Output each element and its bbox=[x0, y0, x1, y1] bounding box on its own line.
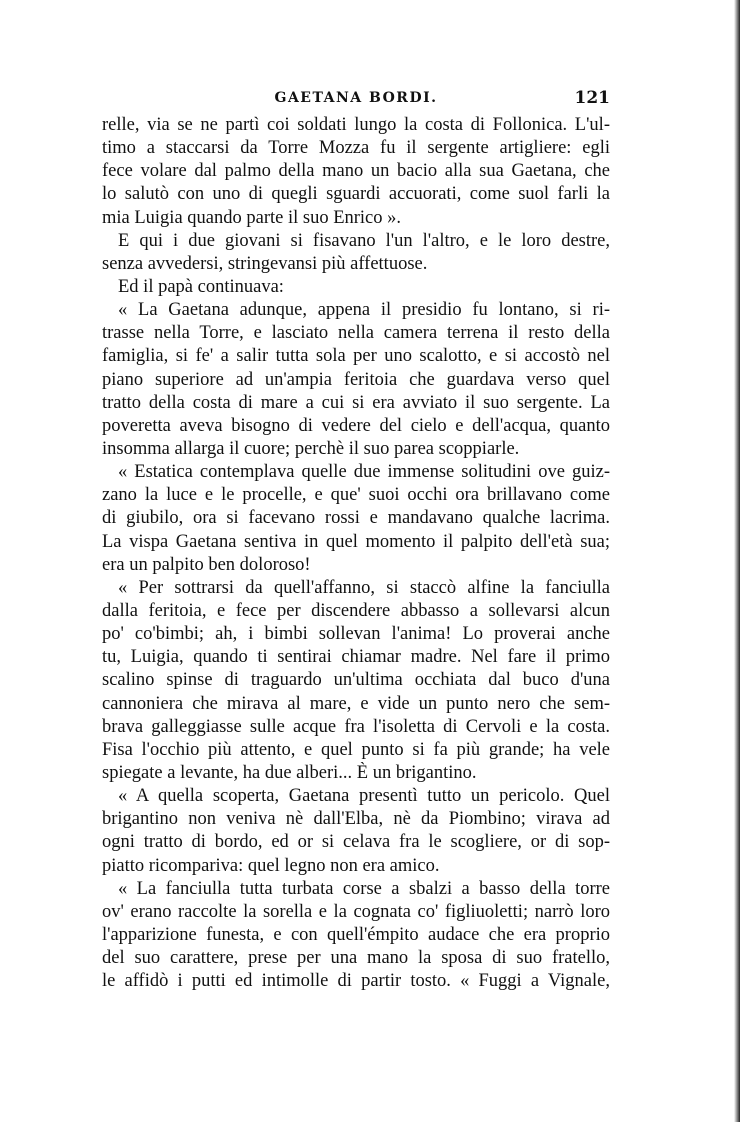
text-line: zano la luce e le procelle, e que' suoi occhi ora brillavano come bbox=[102, 485, 610, 506]
body-text bbox=[102, 114, 610, 993]
text-line: piatto ricompariva: quel legno non era amico. bbox=[102, 855, 440, 876]
text-line: E qui i due giovani si fisavano l'un l'altro, e le loro destre, bbox=[118, 230, 610, 251]
text-line: mia Luigia quando parte il suo Enrico ». bbox=[102, 207, 402, 228]
text-line: spiegate a levante, ha due alberi... È un brigantino. bbox=[102, 762, 477, 783]
running-head-title: GAETANA BORDI. bbox=[274, 90, 438, 106]
page-edge-shadow bbox=[734, 0, 740, 1122]
text-line: relle, via se ne partì coi soldati lungo la costa di Follonica. L'ul- bbox=[102, 115, 610, 135]
running-head bbox=[102, 90, 610, 112]
text-line: scalino spinse di traguardo un'ultima occhiata dal buco d'una bbox=[102, 670, 610, 691]
text-line: poveretta aveva bisogno di vedere del cielo e dell'acqua, quanto bbox=[102, 415, 610, 436]
text-line: del suo carattere, prese per una mano la sposa di suo fratello, bbox=[102, 948, 610, 969]
text-line: « A quella scoperta, Gaetana presentì tutto un pericolo. Quel bbox=[118, 786, 610, 807]
text-line: Fisa l'occhio più attento, e quel punto si fa più grande; ha vele bbox=[102, 739, 610, 760]
text-line: le affidò i putti ed intimolle di partir tosto. « Fuggi a Vignale, bbox=[102, 971, 610, 992]
text-line: « La fanciulla tutta turbata corse a sbalzi a basso della torre bbox=[118, 878, 610, 899]
text-line: « Per sottrarsi da quell'affanno, si staccò alfine la fanciulla bbox=[118, 577, 610, 598]
text-line: timo a staccarsi da Torre Mozza fu il sergente artigliere: egli bbox=[102, 138, 610, 159]
text-line: ov' erano raccolte la sorella e la cognata co' figliuoletti; narrò loro bbox=[102, 901, 610, 922]
text-line: era un palpito ben doloroso! bbox=[102, 554, 311, 575]
text-line: po' co'bimbi; ah, i bimbi sollevan l'anima! Lo proverai anche bbox=[102, 624, 610, 645]
text-line: famiglia, si fe' a salir tutta sola per uno scalotto, e si accostò nel bbox=[102, 346, 610, 367]
text-line: tu, Luigia, quando ti sentirai chiamar madre. Nel fare il primo bbox=[102, 647, 610, 668]
text-line: trasse nella Torre, e lasciato nella camera terrena il resto della bbox=[102, 323, 610, 344]
text-line: ogni tratto di bordo, ed or si celava fra le scogliere, or di sop- bbox=[102, 832, 610, 853]
text-line: lo salutò con uno di quegli sguardi accuorati, come suol farli la bbox=[102, 184, 610, 205]
text-line: « La Gaetana adunque, appena il presidio fu lontano, si ri- bbox=[118, 300, 610, 321]
text-line: piano superiore ad un'ampia feritoia che guardava verso quel bbox=[102, 369, 610, 390]
text-line: brigantino non veniva nè dall'Elba, nè da Piombino; virava ad bbox=[102, 809, 610, 830]
page-number: 121 bbox=[574, 88, 610, 108]
text-line: senza avvedersi, stringevansi più affettuose. bbox=[102, 253, 428, 274]
text-line: fece volare dal palmo della mano un bacio alla sua Gaetana, che bbox=[102, 161, 610, 182]
text-line: cannoniera che mirava al mare, e vide un punto nero che sem- bbox=[102, 693, 610, 714]
text-line: brava galleggiasse sulle acque fra l'isoletta di Cervoli e la costa. bbox=[102, 716, 610, 737]
text-line: « Estatica contemplava quelle due immense solitudini ove guiz- bbox=[118, 462, 610, 483]
text-line: La vispa Gaetana sentiva in quel momento il palpito dell'età sua; bbox=[102, 531, 610, 552]
text-line: Ed il papà continuava: bbox=[118, 276, 284, 297]
text-line: tratto della costa di mare a cui si era avviato il suo sergente. La bbox=[102, 392, 610, 413]
text-line: l'apparizione funesta, e con quell'émpito audace che era proprio bbox=[102, 924, 610, 945]
text-line: dalla feritoia, e fece per discendere abbasso a sollevarsi alcun bbox=[102, 600, 610, 621]
text-line: insomma allarga il cuore; perchè il suo parea scoppiarle. bbox=[102, 438, 520, 459]
text-line: di giubilo, ora si facevano rossi e mandavano qualche lacrima. bbox=[102, 508, 610, 529]
